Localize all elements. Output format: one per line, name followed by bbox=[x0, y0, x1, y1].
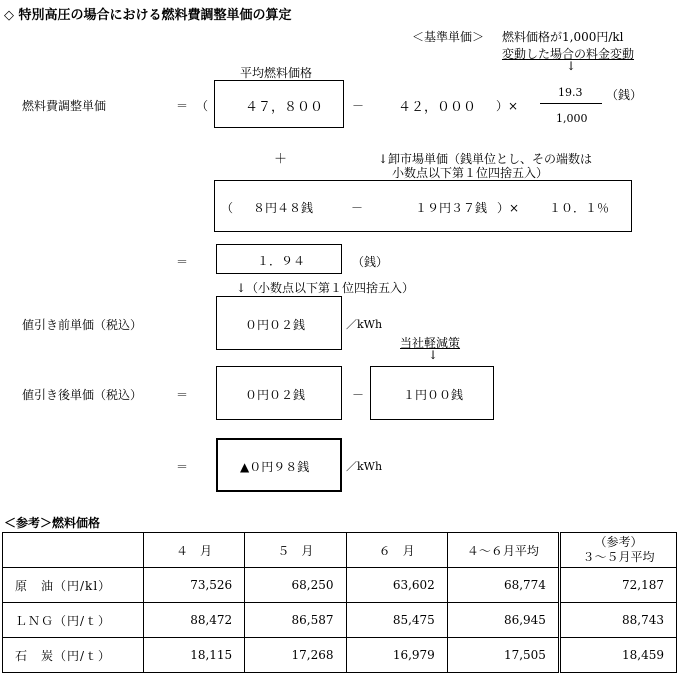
table-cell: 18,115 bbox=[143, 638, 244, 673]
table-cell: 88,472 bbox=[143, 603, 244, 638]
table-cell: 17,505 bbox=[447, 638, 559, 673]
standard-note-line2: 変動した場合の料金変動 bbox=[502, 47, 635, 61]
table-row bbox=[3, 568, 677, 603]
page-title: ◇ 特別高圧の場合における燃料費調整単価の算定 bbox=[4, 8, 292, 23]
market-minus: － bbox=[351, 201, 364, 215]
fuel-price-table bbox=[2, 532, 677, 673]
equals-sign: ＝ bbox=[176, 99, 189, 113]
market-close-times: ）× bbox=[497, 201, 520, 215]
table-cell: 16,979 bbox=[346, 638, 447, 673]
market-rate: １０．１％ bbox=[549, 201, 610, 215]
header-blank bbox=[3, 533, 144, 568]
fraction-denominator: 1,000 bbox=[556, 112, 588, 125]
post-discount-label: 値引き後単価（税込） bbox=[22, 388, 143, 402]
pre-discount-value: ０円０２銭 bbox=[245, 318, 306, 332]
standard-note-arrow: ↓ bbox=[566, 59, 577, 73]
table-cell: 68,774 bbox=[447, 568, 559, 603]
market-note-line1: ↓卸市場単価（銭単位とし、その端数は bbox=[378, 152, 593, 166]
table-cell: 17,268 bbox=[245, 638, 346, 673]
sen-unit: （銭） bbox=[606, 88, 643, 102]
post-discount-minus: － bbox=[352, 388, 365, 402]
market-price-box bbox=[214, 180, 632, 232]
pre-discount-box bbox=[216, 296, 342, 350]
table-cell: 63,602 bbox=[346, 568, 447, 603]
plus-sign: ＋ bbox=[274, 152, 288, 167]
table-cell: 73,526 bbox=[143, 568, 244, 603]
fuel-adjust-label: 燃料費調整単価 bbox=[22, 99, 107, 113]
reference-title: ＜参考＞燃料価格 bbox=[4, 516, 101, 530]
final-unit: ／kWh bbox=[346, 460, 383, 473]
market-open-paren: （ bbox=[221, 201, 234, 215]
pre-discount-label: 値引き前単価（税込） bbox=[22, 318, 143, 332]
final-equals: ＝ bbox=[176, 460, 189, 474]
result-unit: （銭） bbox=[352, 255, 389, 269]
table-cell: 86,587 bbox=[245, 603, 346, 638]
header-reference bbox=[559, 533, 676, 568]
avg-fuel-price: ４７，８００ bbox=[245, 100, 324, 115]
result-equals: ＝ bbox=[176, 255, 189, 269]
header-apr-jun-avg: ４～６月平均 bbox=[447, 533, 559, 568]
result-box bbox=[216, 244, 342, 274]
market-price-b: １９円３７銭 bbox=[415, 201, 488, 215]
market-note-line2: 小数点以下第１位四捨五入） bbox=[392, 166, 549, 180]
table-cell: 85,475 bbox=[346, 603, 447, 638]
result-value: １．９４ bbox=[257, 254, 306, 268]
close-paren-times: ）× bbox=[496, 99, 519, 113]
pre-discount-unit: ／kWh bbox=[346, 318, 383, 331]
post-discount-value: ０円０２銭 bbox=[245, 388, 306, 402]
row-label: 石 炭（円/ｔ） bbox=[3, 638, 144, 673]
discount-label: 当社軽減策 bbox=[400, 336, 461, 350]
base-fuel-price: ４２，０００ bbox=[398, 100, 477, 115]
final-value: ▲０円９８銭 bbox=[240, 460, 310, 474]
post-discount-box bbox=[216, 366, 342, 420]
header-june: ６ 月 bbox=[346, 533, 447, 568]
fraction-numerator: 19.3 bbox=[558, 86, 583, 99]
row-label: 原 油（円/kl） bbox=[3, 568, 144, 603]
header-may: ５ 月 bbox=[245, 533, 346, 568]
discount-value: １円００銭 bbox=[403, 388, 464, 402]
table-cell: 86,945 bbox=[447, 603, 559, 638]
table-cell: 88,743 bbox=[559, 603, 676, 638]
standard-note-label: ＜基準単価＞ bbox=[412, 30, 485, 44]
avg-fuel-label: 平均燃料価格 bbox=[240, 66, 313, 80]
row-label: ＬＮＧ（円/ｔ） bbox=[3, 603, 144, 638]
header-april: ４ 月 bbox=[143, 533, 244, 568]
header-reference-label: （参考） bbox=[594, 535, 643, 549]
table-row bbox=[3, 603, 677, 638]
header-mar-may-avg: ３～５月平均 bbox=[582, 550, 655, 564]
final-box bbox=[216, 438, 342, 492]
fraction-bar bbox=[540, 103, 602, 104]
standard-note-line1: 燃料価格が1,000円/kl bbox=[502, 30, 624, 44]
table-row bbox=[3, 638, 677, 673]
discount-box bbox=[370, 366, 494, 420]
table-cell: 68,250 bbox=[245, 568, 346, 603]
post-discount-equals: ＝ bbox=[176, 388, 189, 402]
open-paren: （ bbox=[196, 99, 209, 113]
table-cell: 72,187 bbox=[559, 568, 676, 603]
avg-fuel-price-box bbox=[214, 80, 344, 128]
discount-arrow: ↓ bbox=[428, 348, 439, 362]
minus-sign: － bbox=[352, 99, 365, 113]
table-header-row bbox=[3, 533, 677, 568]
table-cell: 18,459 bbox=[559, 638, 676, 673]
round-note: ↓（小数点以下第１位四捨五入） bbox=[236, 281, 415, 295]
market-price-a: ８円４８銭 bbox=[253, 201, 314, 215]
